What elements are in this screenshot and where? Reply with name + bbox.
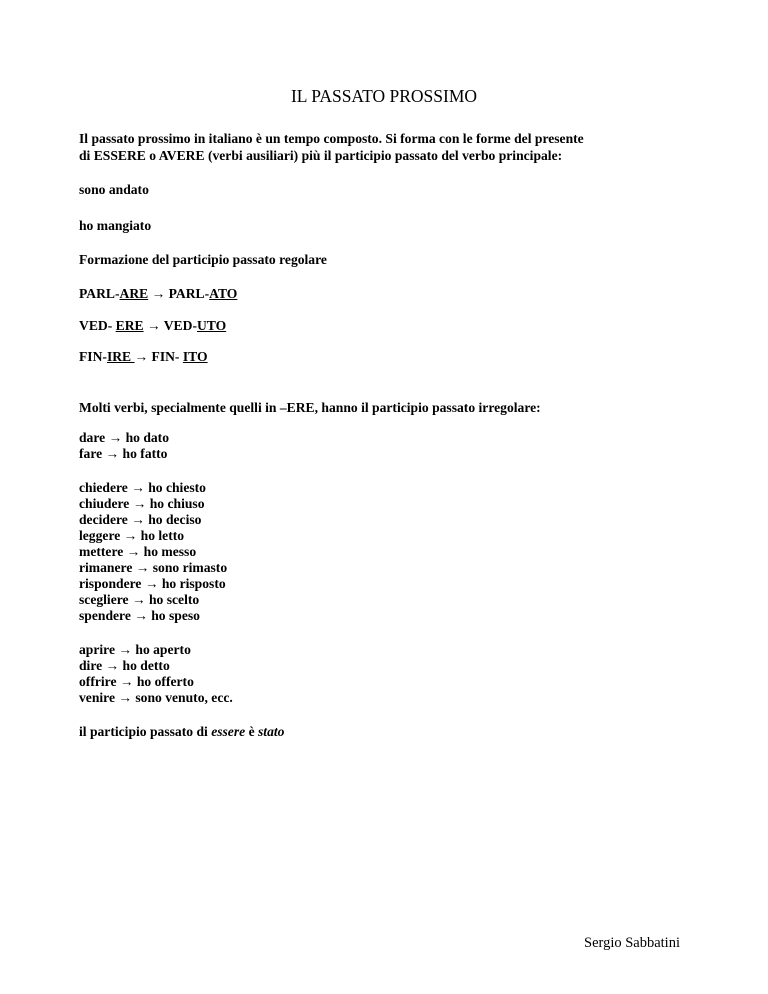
- irregular-heading: Molti verbi, specialmente quelli in –ERE, hanno il participio passato irregolare:: [79, 400, 541, 415]
- verb-line: venire → sono venuto, ecc.: [79, 690, 233, 705]
- example-2: ho mangiato: [79, 218, 152, 233]
- formation-heading: Formazione del participio passato regolare: [79, 252, 327, 267]
- verb-line: rimanere → sono rimasto: [79, 560, 228, 575]
- verb-line: mettere → ho messo: [79, 544, 197, 559]
- regular-rule-ire: FIN-IRE → FIN- ITO: [79, 349, 208, 364]
- verb-line: rispondere → ho risposto: [79, 576, 226, 591]
- verb-line: chiedere → ho chiesto: [79, 480, 206, 495]
- page-title: IL PASSATO PROSSIMO: [290, 86, 478, 106]
- verb-line: fare → ho fatto: [79, 446, 168, 461]
- verb-line: dire → ho detto: [79, 658, 170, 673]
- essere-note: il participio passato di essere è stato: [79, 724, 285, 739]
- verb-line: chiudere → ho chiuso: [79, 496, 205, 511]
- verb-line: aprire → ho aperto: [79, 642, 191, 657]
- verb-line: scegliere → ho scelto: [79, 592, 200, 607]
- verb-line: offrire → ho offerto: [79, 674, 194, 689]
- verb-line: dare → ho dato: [79, 430, 170, 445]
- intro-line-1: Il passato prossimo in italiano è un tempo composto. Si forma con le forme del presente: [79, 131, 584, 146]
- intro-line-2: di ESSERE o AVERE (verbi ausiliari) più il participio passato del verbo principale:: [79, 148, 563, 163]
- verb-line: leggere → ho letto: [79, 528, 185, 543]
- example-1: sono andato: [79, 182, 149, 197]
- verb-line: decidere → ho deciso: [79, 512, 202, 527]
- author-signature: Sergio Sabbatini: [584, 935, 680, 951]
- regular-rule-ere: VED- ERE → VED-UTO: [79, 318, 227, 333]
- verb-line: spendere → ho speso: [79, 608, 200, 623]
- regular-rule-are: PARL-ARE → PARL-ATO: [79, 286, 238, 301]
